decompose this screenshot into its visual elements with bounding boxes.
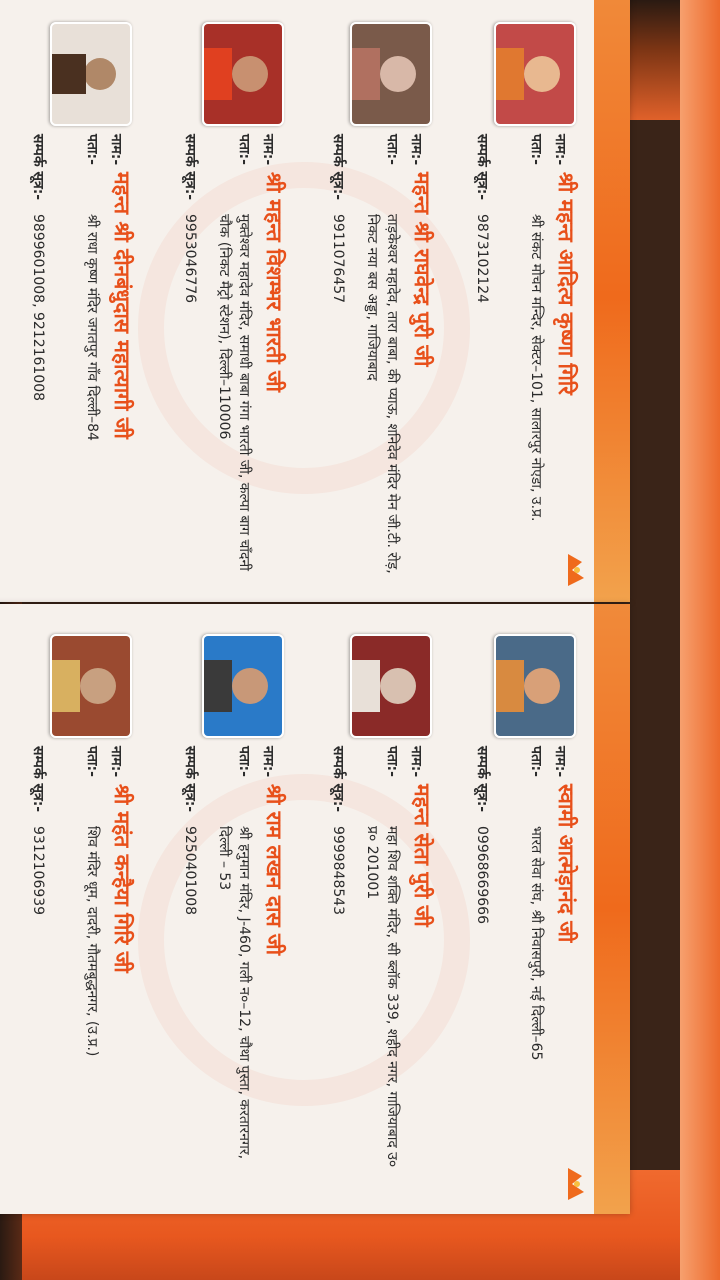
entry-name-title: महन्त श्री दीनबंधुदास महात्यागी जी (110, 172, 134, 439)
portrait-photo (350, 634, 432, 738)
address-text: ताड़केश्वर महादेव, तारा बाबा, की प्याऊ, शनिदेव मंदिर मेन जी.टी. रोड़, निकट नया बस अड्डा, गाजियाबाद (364, 214, 400, 574)
portrait-photo (350, 22, 432, 126)
contact-label: सम्पर्क सूत्र:- (330, 746, 346, 813)
name-label: नाम:- (108, 746, 124, 778)
address-label: पता:- (384, 134, 400, 165)
entry-card (158, 634, 288, 1194)
address-text: महा शिव शक्ति मंदिर, सी ब्लॉक 339, शहीद नगर, गाजियाबाद उ० प्र० 201001 (364, 826, 400, 1168)
entry-card (6, 634, 136, 1194)
name-label: नाम:- (408, 134, 424, 166)
address-label: पता:- (528, 134, 544, 165)
portrait-photo (494, 634, 576, 738)
phone-number: 9899601008, 9212161008 (30, 214, 46, 402)
portrait-photo (50, 634, 132, 738)
entry-name-title: महन्त सेता पुरी जी (410, 784, 434, 927)
address-label: पता:- (236, 134, 252, 165)
entry-name-title: महन्त श्री राघवेन्द्र पुरी जी (410, 172, 434, 367)
entry-card (450, 22, 580, 582)
address-text: शिव मंदिर धूम, दादरी, गौतमबुद्धनगर, (उ.प्र.) (84, 826, 100, 1057)
background-right-edge (680, 0, 720, 1280)
entry-name-title: श्री महन्त आदित्य कृष्णा गिरि (554, 172, 578, 395)
contact-label: सम्पर्क सूत्र:- (182, 746, 198, 813)
name-label: नाम:- (260, 134, 276, 166)
portrait-photo (494, 22, 576, 126)
phone-number: 9999848543 (330, 826, 346, 916)
address-text: श्री हनुमान मंदिर, J-460, गली न०–12, चौथा पुस्ता, करतारनगर, दिल्ली – 53 (216, 826, 252, 1160)
portrait-photo (202, 634, 284, 738)
entry-card (6, 22, 136, 582)
orange-band-top (594, 604, 630, 1214)
name-label: नाम:- (108, 134, 124, 166)
contact-label: सम्पर्क सूत्र:- (182, 134, 198, 201)
entry-card (450, 634, 580, 1194)
phone-number: 9953046776 (182, 214, 198, 304)
address-label: पता:- (236, 746, 252, 777)
name-label: नाम:- (260, 746, 276, 778)
name-label: नाम:- (552, 746, 568, 778)
phone-number: 9312106939 (30, 826, 46, 916)
phone-number: 9250401008 (182, 826, 198, 916)
portrait-photo (50, 22, 132, 126)
entry-name-title: श्री राम लखन दास जी (262, 784, 286, 956)
phone-number: 09968669666 (474, 826, 490, 924)
left-page (0, 0, 630, 602)
phone-number: 9911076457 (330, 214, 346, 304)
entry-card (306, 634, 436, 1194)
contact-label: सम्पर्क सूत्र:- (30, 746, 46, 813)
address-label: पता:- (84, 134, 100, 165)
contact-label: सम्पर्क सूत्र:- (474, 134, 490, 201)
contact-label: सम्पर्क सूत्र:- (330, 134, 346, 201)
contact-label: सम्पर्क सूत्र:- (474, 746, 490, 813)
right-page (0, 604, 630, 1214)
address-text: श्री संकट मोचन मन्दिर, सेक्टर–101, सालारपुर नोएडा, उ.प्र. (528, 214, 544, 522)
portrait-photo (202, 22, 284, 126)
address-label: पता:- (528, 746, 544, 777)
entry-name-title: श्री महंत कन्हैया गिरि जी (110, 784, 134, 973)
address-text: मुक्तेश्वर महादेव मंदिर, समाधी बाबा गंगा भारती जी, कल्पा बाग चाँदनी चौक (निकट मैट्रो स्टेशन), दिल्ली–110006 (216, 214, 252, 571)
orange-band-top (594, 0, 630, 602)
phone-number: 9873102124 (474, 214, 490, 304)
name-label: नाम:- (408, 746, 424, 778)
contact-label: सम्पर्क सूत्र:- (30, 134, 46, 201)
entry-name-title: श्री महन्त विशम्भर भारती जी (262, 172, 286, 392)
entry-name-title: स्वामी आत्मेड़ानंद जी (554, 784, 578, 943)
entry-card (158, 22, 288, 582)
address-label: पता:- (384, 746, 400, 777)
name-label: नाम:- (552, 134, 568, 166)
address-text: श्री राधा कृष्ण मंदिर जगतपुर गाँव दिल्ली–84 (84, 214, 100, 441)
address-text: भारत सेवा संघ, श्री निवासपुरी, नई दिल्ली–65 (528, 826, 544, 1061)
entry-card (306, 22, 436, 582)
address-label: पता:- (84, 746, 100, 777)
